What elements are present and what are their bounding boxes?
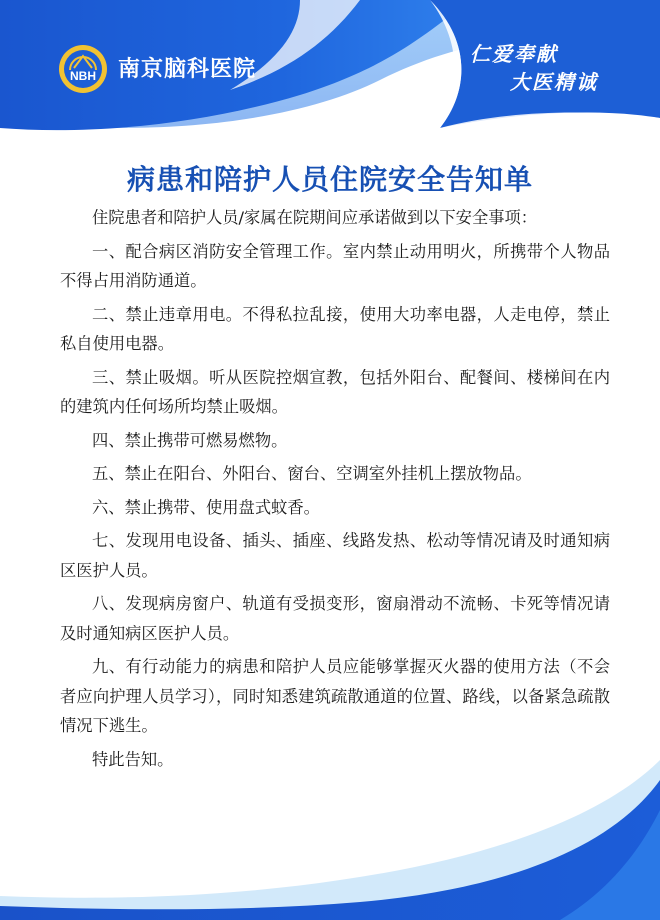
motto-line-1: 仁爱奉献 — [470, 42, 558, 66]
item-5: 五、禁止在阳台、外阳台、窗台、空调室外挂机上摆放物品。 — [92, 464, 532, 483]
item-4: 四、禁止携带可燃易燃物。 — [92, 430, 288, 450]
logo-text: NBH — [70, 69, 96, 83]
document-title: 病患和陪护人员住院安全告知单 — [126, 163, 533, 196]
item-9: 九、有行动能力的病患和陪护人员应能够掌握灭火器的使用方法（不会者应向护理人员学习），同时知悉建筑疏散通道的位置、路线，以备紧急疏散情况下逃生。 — [60, 657, 610, 735]
item-3: 三、禁止吸烟。听从医院控烟宣教，包括外阳台、配餐间、楼梯间在内的建筑内任何场所均禁止吸烟。 — [60, 367, 610, 416]
document-body — [60, 203, 610, 778]
item-8: 八、发现病房窗户、轨道有受损变形，窗扇滑动不流畅、卡死等情况请及时通知病区医护人员。 — [60, 594, 610, 643]
intro-paragraph: 住院患者和陪护人员/家属在院期间应承诺做到以下安全事项： — [92, 208, 538, 227]
hospital-name: 南京脑科医院 — [118, 57, 257, 82]
motto-line-2: 大医精诚 — [510, 70, 598, 94]
hospital-logo — [58, 44, 108, 94]
item-6: 六、禁止携带、使用盘式蚊香。 — [92, 497, 320, 517]
item-2: 二、禁止违章用电。不得私拉乱接，使用大功率电器，人走电停，禁止私自使用电器。 — [60, 304, 610, 353]
closing-paragraph: 特此告知。 — [92, 749, 174, 769]
item-1: 一、配合病区消防安全管理工作。室内禁止动用明火，所携带个人物品不得占用消防通道。 — [60, 241, 610, 290]
item-7: 七、发现用电设备、插头、插座、线路发热、松动等情况请及时通知病区医护人员。 — [60, 531, 610, 580]
